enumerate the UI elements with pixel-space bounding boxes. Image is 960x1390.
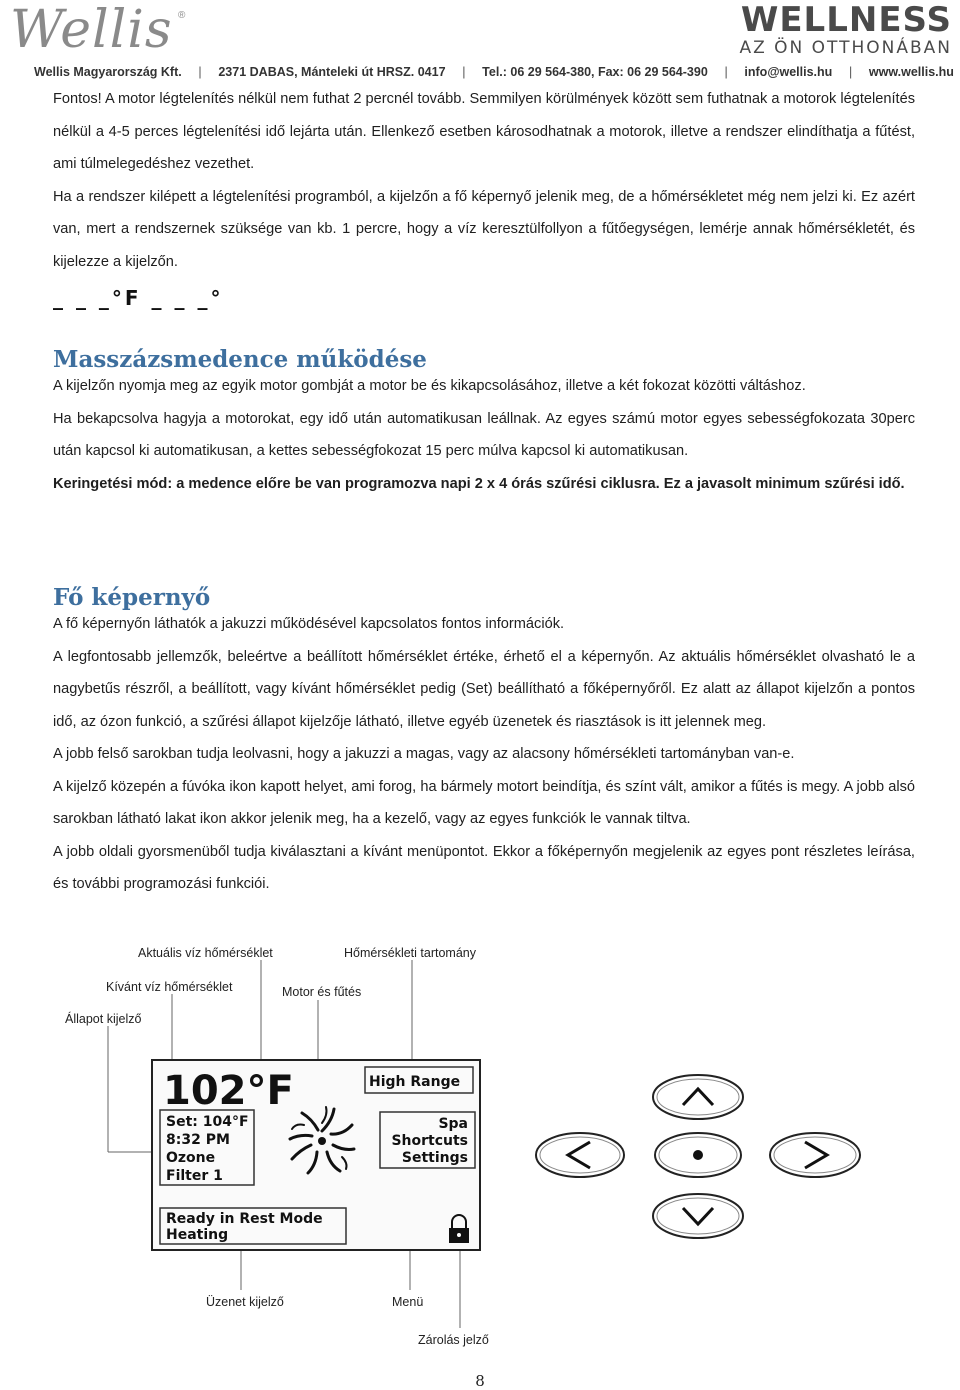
temperature-placeholder: _ _ _°F _ _ _° [53,286,224,310]
paragraph-quick-menu: A jobb oldali gyorsmenüből tudja kiválasztani a kívánt menüpontot. Ekkor a főképernyőn megjelenik az egyes pont részletes leírása, és további programozási funkciói. [53,843,915,892]
paragraph-filter-cycle: Keringetési mód: a medence előre be van programozva napi 2 x 4 órás szűrési ciklusra. Ez a javasolt minimum szűrési idő. [53,475,905,492]
label-temp-range: Hőmérsékleti tartomány [344,946,476,960]
paragraph-main-features: A legfontosabb jellemzők, beleértve a beállított hőmérséklet értéke, érhető el a képernyőn. Az aktuális hőmérséklet olvasható le a nagybetűs részről, a beállított, vagy kívánt hőmérséklet pedig (Set) beállítható a főképernyőről. Ez alatt az állapot kijelzőn a pontos idő, az ózon funkció, a szűrési állapot kijelzője látható, illetve egyéb üzenetek és riasztások is itt jelennek meg. [53,648,915,730]
label-desired-temp: Kívánt víz hőmérséklet [106,980,233,994]
separator: | [462,65,466,79]
paragraph-warning: Fontos! A motor légtelenítés nélkül nem futhat 2 percnél tovább. Semmilyen körülmények között sem futhatnak a motorok légtelenítés nélkül a 4-5 perces légtelenítési idő lejárta után. Ellenkező esetben károsodhatnak a motorok, illetve a rendszer elindíthatja a fűtést, ami túlmelegedéshez vezethet. [53,91,915,172]
menu-item-shortcuts[interactable]: Shortcuts [391,1133,468,1149]
logo-text: Wellis [10,0,173,60]
company-phone: Tel.: 06 29 564-380, Fax: 06 29 564-390 [482,65,708,79]
current-temperature: 102°F [163,1068,294,1114]
paragraph-jet-icon: A kijelző közepén a fúvóka ikon kapott helyet, ami forog, ha bármely motort beindítja, és színt vált, amikor a fűtés is megy. A jobb alsó sarokban látható lakat ikon akkor jelenik meg, ha a kezelő, vagy az egyes funkciók le vannak tiltva. [53,778,915,827]
contact-bar [34,65,954,79]
page-number: 8 [475,1372,485,1390]
dot-icon [693,1150,703,1160]
section-operation [53,346,915,500]
control-panel-diagram [0,930,960,1350]
range-text: High Range [369,1074,461,1090]
label-motor-heat: Motor és fűtés [282,985,362,999]
company-address: 2371 DABAS, Mánteleki út HRSZ. 0417 [218,65,446,79]
separator: | [724,65,728,79]
menu-item-spa[interactable]: Spa [438,1116,468,1132]
brand-title: WELLNESS [740,0,952,40]
registered-mark: ® [178,10,186,21]
down-button[interactable] [653,1194,743,1238]
label-lock: Zárolás jelző [418,1333,489,1347]
filter-status: Filter 1 [166,1168,223,1184]
clock: 8:32 PM [166,1132,230,1148]
nav-buttons [536,1075,860,1238]
label-status: Állapot kijelző [65,1012,142,1026]
company-website[interactable]: www.wellis.hu [868,65,954,79]
separator: | [198,65,202,79]
page-content [53,83,915,278]
message-line-2: Heating [166,1227,229,1243]
paragraph-auto-stop: Ha bekapcsolva hagyja a motorokat, egy idő után automatikusan leállnak. Az egyes számú motor egyes sebességfokozata 30perc után kapcsol ki automatikusan, a kettes sebességfokozat 15 perc múlva kapcsol ki automatikusan. [53,410,915,459]
label-actual-temp: Aktuális víz hőmérséklet [138,946,273,960]
company-name: Wellis Magyarország Kft. [34,65,182,79]
section-main-screen [53,584,915,901]
heading-operation: Masszázsmedence működése [53,346,427,373]
company-email[interactable]: info@wellis.hu [744,65,833,79]
paragraph-main-screen-intro: A fő képernyőn láthatók a jakuzzi működésével kapcsolatos fontos információk. [53,616,565,632]
paragraph-range: A jobb felső sarokban tudja leolvasni, hogy a jakuzzi a magas, vagy az alacsony hőmérsékleti tartományban van-e. [53,746,795,762]
message-line-1: Ready in Rest Mode [166,1211,323,1227]
menu-item-settings[interactable]: Settings [401,1150,468,1166]
up-button[interactable] [653,1075,743,1119]
center-button[interactable] [655,1133,741,1177]
right-button[interactable] [770,1133,860,1177]
paragraph-after-bleed: Ha a rendszer kilépett a légtelenítési programból, a kijelzőn a fő képernyő jelenik meg, de a hőmérsékletet még nem jelzi ki. Ez azért van, mert a rendszernek szüksége van kb. 1 percre, hogy a víz keresztülfollyon a fűtőegységen, lemérje annak hőmérsékletét, és kijelezze a kijelzőn. [53,188,915,270]
left-button[interactable] [536,1133,624,1177]
separator: | [848,65,853,79]
label-menu: Menü [392,1295,424,1309]
brand-subtitle: AZ ÖN OTTHONÁBAN [739,38,952,58]
paragraph-motor-button: A kijelzőn nyomja meg az egyik motor gombját a motor be és kikapcsolásához, illetve a két fokozat közötti váltáshoz. [53,378,806,394]
heading-main-screen: Fő képernyő [53,584,211,611]
ozone-status: Ozone [166,1150,216,1166]
brand-block [739,2,952,58]
label-message: Üzenet kijelző [206,1295,284,1309]
set-temperature: Set: 104°F [166,1114,249,1130]
